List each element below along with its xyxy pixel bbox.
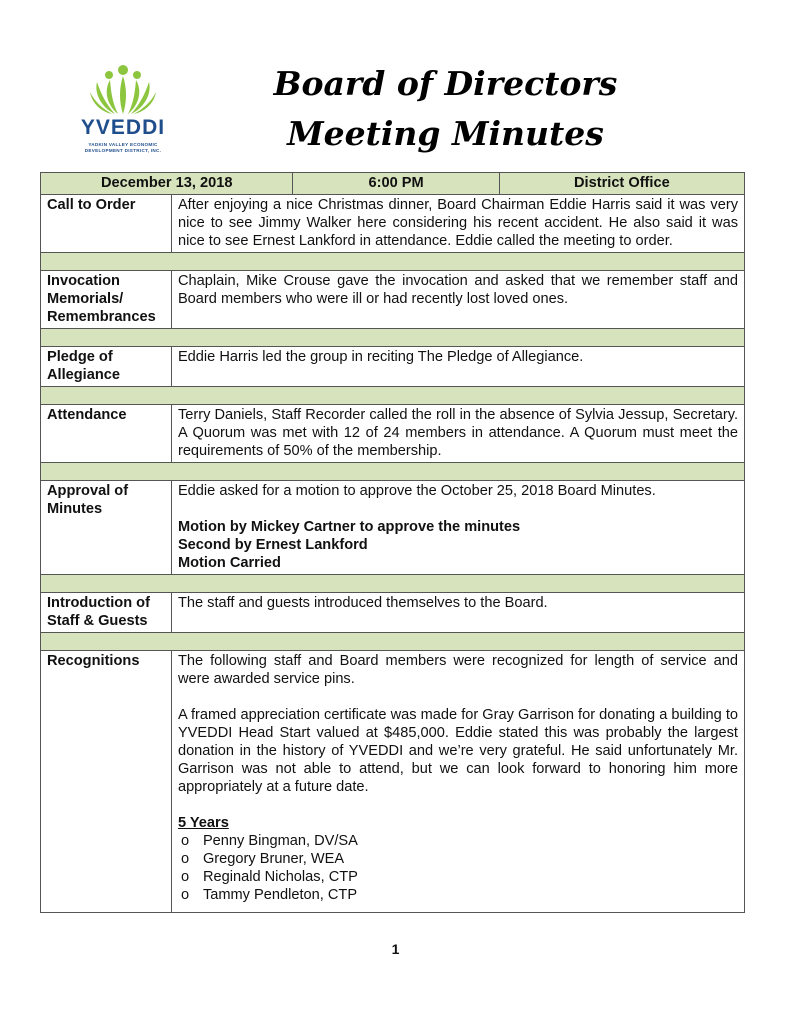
logo-subtitle-line2: DEVELOPMENT DISTRICT, INC. [84,148,162,153]
minutes-table [40,172,745,913]
recognitions-certificate-text: A framed appreciation certificate was made for Gray Garrison for donating a building to YVEDDI Head Start valued at $485,000. Eddie stated this was probably the largest donation in the history of YVEDDI and we’re very grateful. He said unfortunately Mr. Garrison was not able to attend, but we can look forward to honoring him more appropriately at a future date. [177,707,738,795]
section-label-pledge: Pledge of Allegiance [41,347,172,387]
years-heading: 5 Years [177,815,229,831]
honoree-item: o Reginald Nicholas, CTP [178,868,738,886]
honoree-item: o Gregory Bruner, WEA [178,850,738,868]
document-title-line2: Meeting Minutes [287,114,604,153]
section-text-call-to-order: After enjoying a nice Christmas dinner, Board Chairman Eddie Harris said it was very nice to see Jimmy Walker here considering his recent accident. He also said it was nice to see Ernest Lankford in attendance. Eddie called the meeting to order. [171,195,744,253]
section-text-attendance: Terry Daniels, Staff Recorder called the roll in the absence of Sylvia Jessup, Secretary. A Quorum was met with 12 of 24 members in attendance. A Quorum must meet the requirements of 50% of the membership. [171,405,744,463]
recognitions-intro-text: The following staff and Board members were recognized for length of service and were awarded service pins. [177,653,738,687]
pledge-row [41,347,745,387]
logo-subtitle-line1: YADKIN VALLEY ECONOMIC [88,142,158,147]
section-approval-content [171,481,744,575]
spacer-row [41,329,745,347]
honoree-item: o Tammy Pendleton, CTP [178,886,738,904]
section-text-introduction: The staff and guests introduced themselves to the Board. [171,593,744,633]
spacer-row [41,253,745,271]
meeting-location: District Office [499,173,744,195]
call-to-order-row [41,195,745,253]
attendance-row [41,405,745,463]
section-label-attendance: Attendance [41,405,172,463]
section-label-recognitions: Recognitions [41,651,172,913]
section-text-invocation: Chaplain, Mike Crouse gave the invocation and asked that we remember staff and Board members who were ill or had recently lost loved ones. [171,271,744,329]
section-label-approval: Approval of Minutes [41,481,172,575]
honoree-item: o Penny Bingman, DV/SA [178,832,738,850]
section-text-pledge: Eddie Harris led the group in reciting The Pledge of Allegiance. [171,347,744,387]
spacer-row [41,463,745,481]
logo-wordmark: YVEDDI [80,116,166,139]
recognitions-row [41,651,745,913]
section-label-introduction: Introduction of Staff & Guests [41,593,172,633]
honoree-list [178,832,738,904]
invocation-row [41,271,745,329]
section-text-approval: Eddie asked for a motion to approve the October 25, 2018 Board Minutes. [177,483,656,499]
page-number: 1 [391,941,400,957]
meeting-info-row [41,173,745,195]
section-label-call-to-order: Call to Order [41,195,172,253]
spacer-row [41,633,745,651]
motion-second: Second by Ernest Lankford [177,537,368,553]
introduction-row [41,593,745,633]
motion-result: Motion Carried [177,555,281,571]
motion-text [178,518,738,572]
section-label-invocation: Invocation Memorials/ Remembrances [41,271,172,329]
meeting-date: December 13, 2018 [41,173,293,195]
motion-by: Motion by Mickey Cartner to approve the minutes [177,519,521,535]
spacer-row [41,575,745,593]
meeting-time: 6:00 PM [293,173,499,195]
spacer-row [41,387,745,405]
approval-row [41,481,745,575]
section-recognitions-content [171,651,744,913]
document-title-line1: Board of Directors [273,64,618,103]
